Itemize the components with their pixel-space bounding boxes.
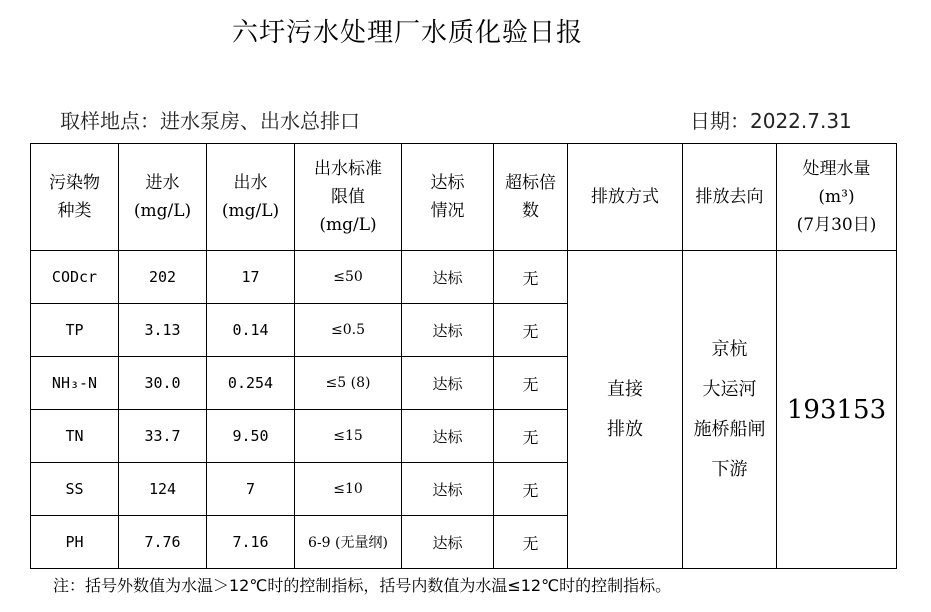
inflow-value: 33.7 [119,410,207,463]
inflow-value: 3.13 [119,304,207,357]
header-volume: 处理水量 (m³) (7月30日) [777,144,897,251]
exceed-multiple: 无 [494,463,568,516]
standard-limit: ≤5 (8) [295,357,402,410]
compliance-status: 达标 [402,463,494,516]
exceed-multiple: 无 [494,516,568,569]
exceed-multiple: 无 [494,304,568,357]
header-inflow: 进水 (mg/L) [119,144,207,251]
header-standard: 出水标准 限值 (mg/L) [295,144,402,251]
compliance-status: 达标 [402,251,494,304]
sampling-location: 取样地点：进水泵房、出水总排口 [60,109,360,133]
outflow-value: 9.50 [207,410,295,463]
header-pollutant: 污染物 种类 [31,144,119,251]
treated-volume: 193153 [777,251,897,569]
pollutant-name: CODcr [31,251,119,304]
standard-limit: ≤0.5 [295,304,402,357]
exceed-multiple: 无 [494,357,568,410]
compliance-status: 达标 [402,516,494,569]
inflow-value: 30.0 [119,357,207,410]
pollutant-name: TP [31,304,119,357]
pollutant-name: TN [31,410,119,463]
exceed-multiple: 无 [494,410,568,463]
header-exceed: 超标倍 数 [494,144,568,251]
discharge-method: 直接 排放 [568,251,683,569]
header-discharge-method: 排放方式 [568,144,683,251]
header-row [31,144,897,251]
table-row [31,251,897,304]
pollutant-name: SS [31,463,119,516]
report-title: 六圩污水处理厂水质化验日报 [232,18,584,48]
compliance-status: 达标 [402,357,494,410]
water-quality-table [30,143,897,569]
inflow-value: 124 [119,463,207,516]
header-compliance: 达标 情况 [402,144,494,251]
compliance-status: 达标 [402,410,494,463]
outflow-value: 0.254 [207,357,295,410]
inflow-value: 202 [119,251,207,304]
outflow-value: 17 [207,251,295,304]
discharge-destination: 京杭 大运河 施桥船闸 下游 [683,251,777,569]
report-date: 日期：2022.7.31 [690,109,852,133]
outflow-value: 7 [207,463,295,516]
outflow-value: 0.14 [207,304,295,357]
inflow-value: 7.76 [119,516,207,569]
standard-limit: ≤15 [295,410,402,463]
compliance-status: 达标 [402,304,494,357]
footnote: 注：括号外数值为水温＞12℃时的控制指标，括号内数值为水温≤12℃时的控制指标。 [53,576,672,595]
standard-limit: ≤50 [295,251,402,304]
pollutant-name: PH [31,516,119,569]
outflow-value: 7.16 [207,516,295,569]
pollutant-name: NH₃-N [31,357,119,410]
standard-limit: 6-9 (无量纲) [295,516,402,569]
exceed-multiple: 无 [494,251,568,304]
header-discharge-destination: 排放去向 [683,144,777,251]
header-outflow: 出水 (mg/L) [207,144,295,251]
standard-limit: ≤10 [295,463,402,516]
